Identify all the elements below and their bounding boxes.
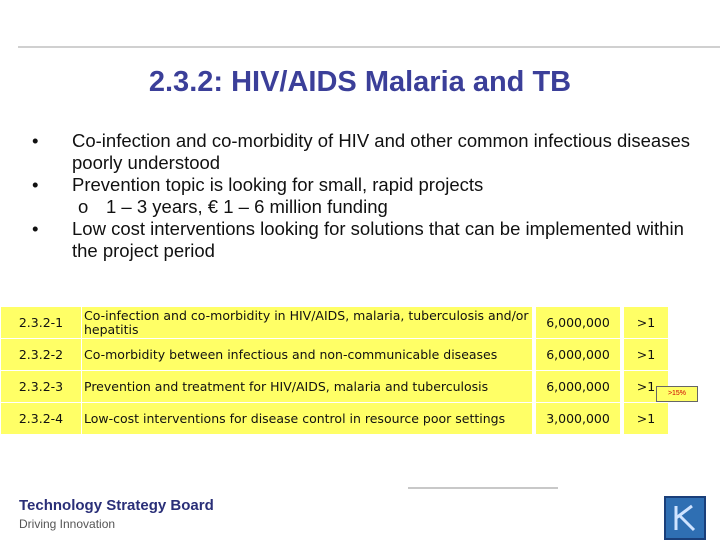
top-divider [18, 46, 720, 48]
footer-tagline: Driving Innovation [19, 517, 116, 531]
bullet-text: Co-infection and co-morbidity of HIV and other common infectious diseases poorly understood [72, 130, 690, 173]
bullet-item [32, 218, 692, 262]
logo-icon [664, 496, 706, 540]
topic-ratio: >1 [624, 339, 669, 371]
topic-code: 2.3.2-1 [1, 307, 82, 339]
topics-table [0, 306, 669, 435]
topic-description: Co-infection and co-morbidity in HIV/AIDS, malaria, tuberculosis and/or hepatitis [82, 307, 533, 339]
topic-amount: 6,000,000 [536, 307, 621, 339]
bullet-item [32, 174, 692, 196]
topic-code: 2.3.2-2 [1, 339, 82, 371]
table-row [1, 307, 669, 339]
topic-code: 2.3.2-4 [1, 403, 82, 435]
topic-description: Low-cost interventions for disease control in resource poor settings [82, 403, 533, 435]
bullet-item [32, 130, 692, 174]
bullet-text: Prevention topic is looking for small, rapid projects [72, 174, 484, 195]
bullet-list [32, 130, 692, 262]
percentage-note: >15% [656, 386, 698, 402]
topic-amount: 6,000,000 [536, 339, 621, 371]
topic-ratio: >1 [624, 371, 669, 403]
table-row [1, 339, 669, 371]
topic-ratio: >1 [624, 307, 669, 339]
bullet-mark: • [32, 218, 39, 239]
bullet-text: Low cost interventions looking for solutions that can be implemented within the project period [72, 218, 684, 261]
table-row [1, 371, 669, 403]
topic-description: Prevention and treatment for HIV/AIDS, malaria and tuberculosis [82, 371, 533, 403]
bullet-mark: • [32, 130, 39, 151]
bottom-divider [408, 487, 558, 489]
bullet-mark: • [32, 174, 39, 195]
topic-description: Co-morbidity between infectious and non-communicable diseases [82, 339, 533, 371]
slide-title: 2.3.2: HIV/AIDS Malaria and TB [148, 66, 572, 98]
table-row [1, 403, 669, 435]
topic-code: 2.3.2-3 [1, 371, 82, 403]
topic-ratio: >1 [624, 403, 669, 435]
footer-organization: Technology Strategy Board [19, 497, 214, 514]
logo-mark-icon [666, 498, 704, 538]
sub-bullet-mark: o [78, 196, 89, 217]
sub-bullet-text: 1 – 3 years, € 1 – 6 million funding [106, 196, 388, 217]
topic-amount: 3,000,000 [536, 403, 621, 435]
topic-amount: 6,000,000 [536, 371, 621, 403]
sub-bullet-item [32, 196, 692, 218]
